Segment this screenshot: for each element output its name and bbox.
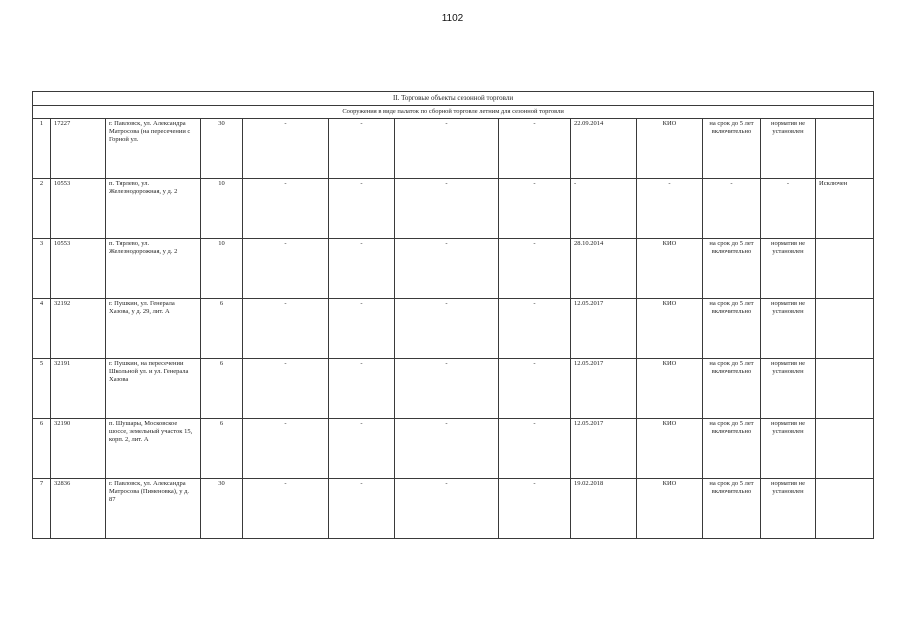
note-cell [816,479,874,539]
organization-cell: КИО [637,299,703,359]
column-6-cell: - [329,419,395,479]
row-number-cell: 6 [33,419,51,479]
column-7-cell: - [395,179,499,239]
date-cell: 12.05.2017 [571,299,637,359]
column-7-cell: - [395,299,499,359]
column-6-cell: - [329,119,395,179]
organization-cell: - [637,179,703,239]
row-number-cell: 4 [33,299,51,359]
area-cell: 6 [201,359,243,419]
date-cell: - [571,179,637,239]
date-cell: 19.02.2018 [571,479,637,539]
column-5-cell: - [243,479,329,539]
date-cell: 28.10.2014 [571,239,637,299]
note-cell: Исключен [816,179,874,239]
area-cell: 6 [201,419,243,479]
normative-cell: норматив не установлен [761,299,816,359]
address-cell: г. Пушкин, ул. Генерала Хазова, у д. 29, лит. А [106,299,201,359]
column-6-cell: - [329,479,395,539]
column-8-cell: - [499,419,571,479]
column-5-cell: - [243,419,329,479]
column-8-cell: - [499,479,571,539]
row-number-cell: 1 [33,119,51,179]
address-cell: г. Пушкин, на пересечении Школьной ул. и ул. Генерала Хазова [106,359,201,419]
organization-cell: КИО [637,479,703,539]
date-cell: 12.05.2017 [571,419,637,479]
object-code-cell: 10553 [51,239,106,299]
object-code-cell: 32191 [51,359,106,419]
term-cell: на срок до 5 лет включительно [703,239,761,299]
object-code-cell: 10553 [51,179,106,239]
table-row [33,179,874,239]
term-cell: на срок до 5 лет включительно [703,479,761,539]
object-code-cell: 32192 [51,299,106,359]
row-number-cell: 3 [33,239,51,299]
note-cell [816,299,874,359]
column-5-cell: - [243,239,329,299]
column-7-cell: - [395,359,499,419]
address-cell: п. Тярлево, ул. Железнодорожная, у д. 2 [106,239,201,299]
organization-cell: КИО [637,419,703,479]
column-8-cell: - [499,299,571,359]
term-cell: на срок до 5 лет включительно [703,359,761,419]
column-8-cell: - [499,179,571,239]
object-code-cell: 32836 [51,479,106,539]
organization-cell: КИО [637,239,703,299]
address-cell: г. Павловск, ул. Александра Матросова (на пересечении с Горной ул. [106,119,201,179]
organization-cell: КИО [637,119,703,179]
page-number: 1102 [441,13,464,24]
column-5-cell: - [243,119,329,179]
table-row [33,299,874,359]
column-7-cell: - [395,419,499,479]
column-6-cell: - [329,299,395,359]
note-cell [816,119,874,179]
area-cell: 30 [201,119,243,179]
normative-cell: норматив не установлен [761,419,816,479]
column-7-cell: - [395,479,499,539]
column-7-cell: - [395,239,499,299]
table-row [33,479,874,539]
column-8-cell: - [499,239,571,299]
address-cell: г. Павловск, ул. Александра Матросова (Пименовка), у д. 87 [106,479,201,539]
table-row [33,419,874,479]
table-row [33,239,874,299]
table-row [33,359,874,419]
note-cell [816,359,874,419]
normative-cell: норматив не установлен [761,479,816,539]
area-cell: 10 [201,239,243,299]
column-6-cell: - [329,239,395,299]
term-cell: на срок до 5 лет включительно [703,119,761,179]
area-cell: 30 [201,479,243,539]
area-cell: 6 [201,299,243,359]
row-number-cell: 5 [33,359,51,419]
area-cell: 10 [201,179,243,239]
column-5-cell: - [243,179,329,239]
column-5-cell: - [243,359,329,419]
normative-cell: норматив не установлен [761,239,816,299]
normative-cell: норматив не установлен [761,359,816,419]
column-7-cell: - [395,119,499,179]
note-cell [816,419,874,479]
row-number-cell: 7 [33,479,51,539]
date-cell: 22.09.2014 [571,119,637,179]
term-cell: на срок до 5 лет включительно [703,419,761,479]
object-code-cell: 32190 [51,419,106,479]
column-8-cell: - [499,119,571,179]
address-cell: п. Шушары, Московское шоссе, земельный участок 15, корп. 2, лит. А [106,419,201,479]
date-cell: 12.05.2017 [571,359,637,419]
column-5-cell: - [243,299,329,359]
organization-cell: КИО [637,359,703,419]
note-cell [816,239,874,299]
column-8-cell: - [499,359,571,419]
object-code-cell: 17227 [51,119,106,179]
term-cell: - [703,179,761,239]
table-row [33,119,874,179]
column-6-cell: - [329,359,395,419]
row-number-cell: 2 [33,179,51,239]
column-6-cell: - [329,179,395,239]
address-cell: п. Тярлево, ул. Железнодорожная, у д. 2 [106,179,201,239]
subsection-title: Сооружения в виде палаток по сборной торговле летним для сезонной торговли [33,106,874,119]
section-title: II. Торговые объекты сезонной торговли [33,92,874,106]
term-cell: на срок до 5 лет включительно [703,299,761,359]
normative-cell: - [761,179,816,239]
seasonal-trade-table [32,91,874,539]
normative-cell: норматив не установлен [761,119,816,179]
